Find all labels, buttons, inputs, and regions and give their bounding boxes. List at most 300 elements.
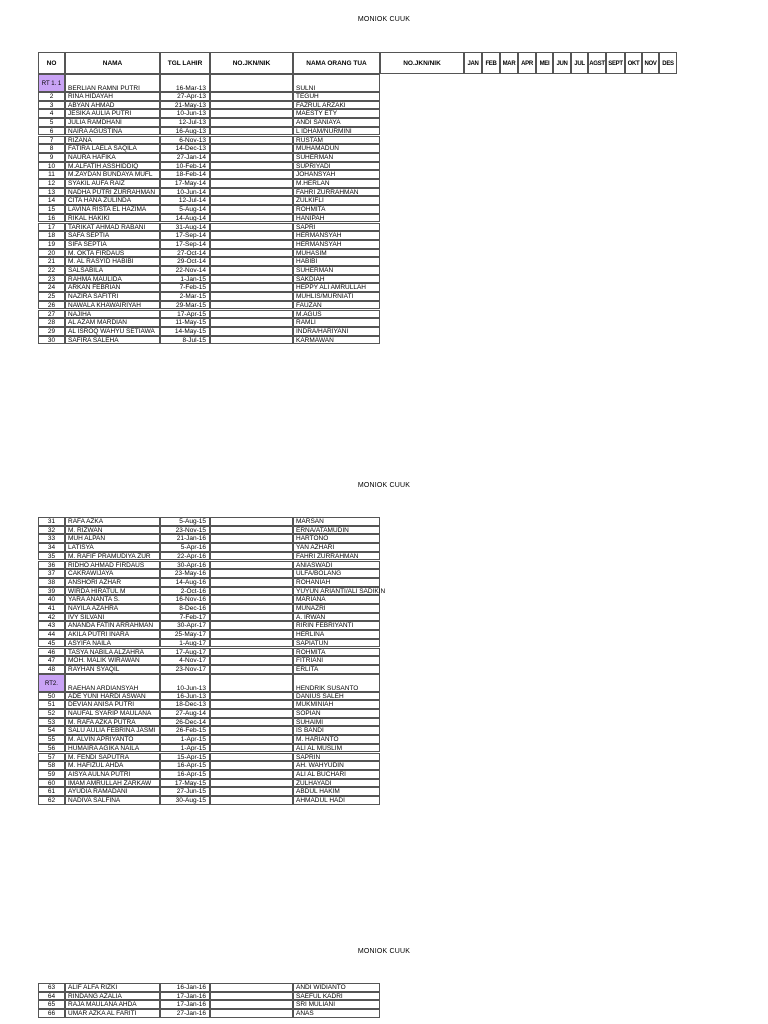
data-row-nama-orang-tua: HANIPAH	[293, 214, 380, 223]
data-row-tgl-lahir: 7-Feb-17	[160, 613, 210, 622]
data-row-nama: M. HAFIZUL AHDA	[65, 761, 160, 770]
data-row-nama: AISYA AULNA PUTRI	[65, 770, 160, 779]
data-row-nik	[210, 179, 293, 188]
data-row-tgl-lahir: 27-Apr-13	[160, 92, 210, 101]
data-row-tgl-lahir: 27-Oct-14	[160, 249, 210, 258]
data-row-nama: MOH. MALIK WIRAWAN	[65, 656, 160, 665]
data-row-nik	[210, 639, 293, 648]
data-row-no: 21	[38, 257, 65, 266]
data-row-tgl-lahir: 1-Aug-17	[160, 639, 210, 648]
header-month-nov: NOV	[642, 52, 659, 74]
data-row-tgl-lahir: 18-Dec-13	[160, 700, 210, 709]
data-row-nama: TARIKAT AHMAD RABANI	[65, 223, 160, 232]
data-row-nik	[210, 770, 293, 779]
header-nama: NAMA	[65, 52, 160, 74]
data-row-nama-orang-tua: SAPRI	[293, 223, 380, 232]
data-row-nama: HUMAIRA AGIKA NAILA	[65, 744, 160, 753]
data-row-tgl-lahir: 30-Apr-17	[160, 621, 210, 630]
data-row-tgl-lahir: 11-May-15	[160, 318, 210, 327]
data-row-no: 9	[38, 153, 65, 162]
data-row-nik	[210, 144, 293, 153]
data-row-nik	[210, 613, 293, 622]
data-row-nik	[210, 257, 293, 266]
data-row-tgl-lahir: 5-Aug-14	[160, 205, 210, 214]
data-row-nik	[210, 109, 293, 118]
data-row-no: 44	[38, 630, 65, 639]
data-row-nik	[210, 709, 293, 718]
data-row-tgl-lahir: 29-Oct-14	[160, 257, 210, 266]
data-row-tgl-lahir: 4-Nov-17	[160, 656, 210, 665]
data-row-nama: YARA ANANTA S.	[65, 595, 160, 604]
data-row-nama-orang-tua: ROHMITA	[293, 648, 380, 657]
data-row-nik	[210, 310, 293, 319]
data-row-nama: M.ALFATIH ASSHIDDIQ	[65, 162, 160, 171]
data-row-nama: ASYIFA NAILA	[65, 639, 160, 648]
data-row-nama-orang-tua: ULFA/BOLANG	[293, 569, 380, 578]
data-row-nama-orang-tua: M. HARIANTO	[293, 735, 380, 744]
data-row-nik	[210, 292, 293, 301]
data-row-no: 35	[38, 552, 65, 561]
data-row-no: 13	[38, 188, 65, 197]
data-row-no: 6	[38, 127, 65, 136]
data-row-nama: TASYA NABILA ALZAHRA	[65, 648, 160, 657]
data-row-nama-orang-tua: L IDHAM/NURMINI	[293, 127, 380, 136]
data-row-nik	[210, 188, 293, 197]
data-row-nik	[210, 630, 293, 639]
data-row-no: 11	[38, 170, 65, 179]
data-row-nama: IMAM AMRULLAH ZARKAW	[65, 779, 160, 788]
data-row-nik	[210, 214, 293, 223]
data-row-nik	[210, 266, 293, 275]
data-row-nama-orang-tua: ALI AL MUSLIM	[293, 744, 380, 753]
data-row-nama-orang-tua: FAZRUL ARZAKI	[293, 101, 380, 110]
data-row-nik	[210, 526, 293, 535]
data-row-tgl-lahir: 10-Jun-13	[160, 674, 210, 692]
data-row-nik	[210, 162, 293, 171]
data-row-no: 38	[38, 578, 65, 587]
data-row-tgl-lahir: 12-Jul-13	[160, 118, 210, 127]
data-row-nama-orang-tua: HERLINA	[293, 630, 380, 639]
data-row-tgl-lahir: 16-Jan-16	[160, 983, 210, 992]
data-row-nama: SAFA SEPTIA	[65, 231, 160, 240]
data-row-nama-orang-tua: HABIBI	[293, 257, 380, 266]
data-row-nik	[210, 205, 293, 214]
data-row-nama-orang-tua: ZULHAYADI	[293, 779, 380, 788]
section-label-text: RT 1. 1	[41, 81, 62, 87]
data-row-nama-orang-tua: MUKMINIAH	[293, 700, 380, 709]
data-row-nama-orang-tua: HERMANSYAH	[293, 231, 380, 240]
data-row-nama-orang-tua: MAESTY ETY	[293, 109, 380, 118]
data-row-nik	[210, 196, 293, 205]
data-row-nik	[210, 240, 293, 249]
data-row-nik	[210, 992, 293, 1001]
data-row-nik	[210, 301, 293, 310]
data-row-tgl-lahir: 2-Oct-16	[160, 587, 210, 596]
data-row-no: 26	[38, 301, 65, 310]
data-row-nik	[210, 127, 293, 136]
data-row-no: 22	[38, 266, 65, 275]
data-row-nama: CITA HANA ZULINDA	[65, 196, 160, 205]
rt1-section-label	[38, 74, 65, 92]
data-row-nik	[210, 674, 293, 692]
data-row-no: 15	[38, 205, 65, 214]
data-row-nama: JULIA RAMDHANI	[65, 118, 160, 127]
data-row-nama-orang-tua: M.HERLAN	[293, 179, 380, 188]
data-row-nama-orang-tua: SAPIATUN	[293, 639, 380, 648]
data-row-nama: SALU AULIA FEBRINA JASMI	[65, 726, 160, 735]
data-row-nama: NADHA PUTRI ZURRAHMAN	[65, 188, 160, 197]
data-row-tgl-lahir: 23-May-16	[160, 569, 210, 578]
data-row-nama-orang-tua: MARIANA	[293, 595, 380, 604]
data-row-nama: DEVIAN ANISA PUTRI	[65, 700, 160, 709]
data-row-tgl-lahir: 8-Jul-15	[160, 336, 210, 345]
data-row-tgl-lahir: 17-Jan-16	[160, 992, 210, 1001]
data-row-no: 62	[38, 796, 65, 805]
data-row-nik	[210, 534, 293, 543]
data-row-nama-orang-tua: HEPPY ALI AMRULLAH	[293, 283, 380, 292]
data-row-no: 66	[38, 1009, 65, 1018]
data-row-tgl-lahir: 22-Nov-14	[160, 266, 210, 275]
data-row-nik	[210, 735, 293, 744]
header-month-okt: OKT	[625, 52, 642, 74]
data-row-nama-orang-tua: TEGUH	[293, 92, 380, 101]
data-row-nik	[210, 543, 293, 552]
data-row-nama: ANANDA FATIN ARRAHMAN	[65, 621, 160, 630]
data-row-nama: M. RAFIF PRAMUDIYA ZUR	[65, 552, 160, 561]
data-row-nik	[210, 656, 293, 665]
data-row-nama: RIKAL HAKIKI	[65, 214, 160, 223]
data-row-no: 3	[38, 101, 65, 110]
data-row-no: 51	[38, 700, 65, 709]
data-row-no: 59	[38, 770, 65, 779]
data-row-tgl-lahir: 2-Mar-15	[160, 292, 210, 301]
data-row-nama-orang-tua: SAPRIN	[293, 753, 380, 762]
data-row-no: 12	[38, 179, 65, 188]
data-row-no: 27	[38, 310, 65, 319]
data-row-no: 25	[38, 292, 65, 301]
data-row-tgl-lahir: 22-Apr-16	[160, 552, 210, 561]
page-title-3: MONIOK CUUK	[357, 948, 411, 955]
header-nik-2: NO.JKN/NIK	[380, 52, 464, 74]
data-row-nik	[210, 621, 293, 630]
data-row-no: 41	[38, 604, 65, 613]
data-row-nik	[210, 761, 293, 770]
data-row-nama-orang-tua: ERLITA	[293, 665, 380, 674]
header-tgl-lahir: TGL LAHIR	[160, 52, 210, 74]
data-row-no: 20	[38, 249, 65, 258]
data-row-nama: SYAKIL AUFA RAIZ	[65, 179, 160, 188]
data-row-nama-orang-tua: ANDI SANIAYA	[293, 118, 380, 127]
data-row-nik	[210, 153, 293, 162]
data-row-nama: NADIVA SALFINA	[65, 796, 160, 805]
data-row-nama-orang-tua: SUHERMAN	[293, 266, 380, 275]
data-row-nik	[210, 275, 293, 284]
data-row-nama: NAUFAL SYARIP MAULANA	[65, 709, 160, 718]
data-row-nik	[210, 578, 293, 587]
data-row-nama: MUH ALPAN	[65, 534, 160, 543]
data-row-nama-orang-tua: SUHERMAN	[293, 153, 380, 162]
data-row-tgl-lahir: 17-Sep-14	[160, 231, 210, 240]
data-row-nama-orang-tua: FAHRI ZURRAHMAN	[293, 552, 380, 561]
data-row-tgl-lahir: 26-Dec-14	[160, 718, 210, 727]
data-row-tgl-lahir: 14-Aug-14	[160, 214, 210, 223]
data-row-nik	[210, 983, 293, 992]
data-row-nama-orang-tua: A. IRWAN	[293, 613, 380, 622]
data-row-nama-orang-tua: SUPRIYADI	[293, 162, 380, 171]
data-row-nama-orang-tua: JOHANSYAH	[293, 170, 380, 179]
data-row-nama: RAEHAN ARDIANSYAH	[65, 674, 160, 692]
data-row-nama-orang-tua: ANDI WIDIANTO	[293, 983, 380, 992]
data-row-no: 45	[38, 639, 65, 648]
data-row-no: 24	[38, 283, 65, 292]
data-row-no: 40	[38, 595, 65, 604]
data-row-tgl-lahir: 16-Apr-15	[160, 770, 210, 779]
data-row-no: 32	[38, 526, 65, 535]
data-row-tgl-lahir: 17-May-14	[160, 179, 210, 188]
header-month-mar: MAR	[500, 52, 518, 74]
data-row-tgl-lahir: 16-Mar-13	[160, 74, 210, 92]
data-row-nama: AKILA PUTRI INARA	[65, 630, 160, 639]
data-row-nama-orang-tua: YAN AZHARI	[293, 543, 380, 552]
data-row-nama-orang-tua: RAMLI	[293, 318, 380, 327]
data-row-nama-orang-tua: RUSTAM	[293, 136, 380, 145]
data-row-nama-orang-tua: ZULKIFLI	[293, 196, 380, 205]
data-row-tgl-lahir: 23-Nov-17	[160, 665, 210, 674]
header-month-sept: SEPT	[606, 52, 625, 74]
data-row-no: 53	[38, 718, 65, 727]
header-month-agst: AGST	[588, 52, 606, 74]
data-row-tgl-lahir: 26-Feb-15	[160, 726, 210, 735]
data-row-nama: M. FENDI SAPUTRA	[65, 753, 160, 762]
data-row-no: 63	[38, 983, 65, 992]
data-row-nama-orang-tua: MUNAZRI	[293, 604, 380, 613]
data-row-no: 57	[38, 753, 65, 762]
data-row-tgl-lahir: 27-Jan-14	[160, 153, 210, 162]
data-row-tgl-lahir: 23-Nov-15	[160, 526, 210, 535]
data-row-tgl-lahir: 8-Dec-16	[160, 604, 210, 613]
data-row-nik	[210, 604, 293, 613]
data-row-nik	[210, 700, 293, 709]
data-row-nik	[210, 648, 293, 657]
data-row-nama: M. OKTA FIRDAUS	[65, 249, 160, 258]
data-row-no: 56	[38, 744, 65, 753]
data-row-nama: AL AZAM MARDIAN	[65, 318, 160, 327]
data-row-no: 31	[38, 517, 65, 526]
data-row-nama: M.ZAYDAN BUNDAYA MUFL	[65, 170, 160, 179]
data-row-tgl-lahir: 17-Aug-17	[160, 648, 210, 657]
data-row-tgl-lahir: 18-Feb-14	[160, 170, 210, 179]
data-row-nama: ADE YUNI HARDI ASWAN	[65, 692, 160, 701]
data-row-nama: UMAR AZKA AL FARITI	[65, 1009, 160, 1018]
data-row-nik	[210, 1000, 293, 1009]
data-row-nama-orang-tua: ROHMITA	[293, 205, 380, 214]
data-row-nik	[210, 587, 293, 596]
data-row-nama-orang-tua: SUHAIMI	[293, 718, 380, 727]
data-row-nama-orang-tua: YUYUN ARIANTI/ALI SADIKIN	[293, 587, 380, 596]
data-row-no: 50	[38, 692, 65, 701]
data-row-nama-orang-tua: HENDRIK SUSANTO	[293, 674, 380, 692]
section-label-text: RT2.	[45, 680, 58, 687]
data-row-nik	[210, 692, 293, 701]
data-row-tgl-lahir: 10-Feb-14	[160, 162, 210, 171]
data-row-nama-orang-tua: RIRIN FEBRIYANTI	[293, 621, 380, 630]
data-row-no: 34	[38, 543, 65, 552]
header-month-des: DES	[659, 52, 677, 74]
data-row-nama: NAZIRA SAFITRI	[65, 292, 160, 301]
data-row-nik	[210, 283, 293, 292]
data-row-nama-orang-tua: SAKDIAH	[293, 275, 380, 284]
data-row-tgl-lahir: 14-Dec-13	[160, 144, 210, 153]
data-row-no: 64	[38, 992, 65, 1001]
header-month-mei: MEI	[536, 52, 553, 74]
data-row-nik	[210, 136, 293, 145]
data-row-nama-orang-tua: AHMADUL HADI	[293, 796, 380, 805]
data-row-nik	[210, 170, 293, 179]
data-row-tgl-lahir: 17-Sep-14	[160, 240, 210, 249]
data-row-nik	[210, 726, 293, 735]
data-row-no: 43	[38, 621, 65, 630]
data-row-tgl-lahir: 21-Jan-16	[160, 534, 210, 543]
data-row-no: 37	[38, 569, 65, 578]
data-row-nama-orang-tua: DANIUS SALEH	[293, 692, 380, 701]
data-row-nama: NAIRA AGUSTINA	[65, 127, 160, 136]
data-row-no: 30	[38, 336, 65, 345]
data-row-nik	[210, 665, 293, 674]
data-row-nama-orang-tua: ERNA/ATAMUDIN	[293, 526, 380, 535]
data-row-nama-orang-tua: M.AGUS	[293, 310, 380, 319]
data-row-nik	[210, 779, 293, 788]
data-row-no: 19	[38, 240, 65, 249]
data-row-nama-orang-tua: INDRA/HARIYANI	[293, 327, 380, 336]
data-row-nik	[210, 718, 293, 727]
data-row-no: 65	[38, 1000, 65, 1009]
data-row-nama: NAJIHA	[65, 310, 160, 319]
data-row-nama: BERLIAN RAMNI PUTRI	[65, 74, 160, 92]
data-row-nik	[210, 569, 293, 578]
data-row-nama: RINA HIDAYAH	[65, 92, 160, 101]
data-row-nik	[210, 327, 293, 336]
data-row-nik	[210, 796, 293, 805]
data-row-nama-orang-tua: MUHLIS/MURNIATI	[293, 292, 380, 301]
header-month-jun: JUN	[553, 52, 571, 74]
data-row-nama: M. ALVIN APRIYANTO	[65, 735, 160, 744]
data-row-tgl-lahir: 10-Jun-14	[160, 188, 210, 197]
data-row-tgl-lahir: 16-Nov-16	[160, 595, 210, 604]
data-row-nik	[210, 101, 293, 110]
data-row-nama-orang-tua: ANAS	[293, 1009, 380, 1018]
data-row-no: 4	[38, 109, 65, 118]
data-row-no: 10	[38, 162, 65, 171]
data-row-no: 55	[38, 735, 65, 744]
data-row-tgl-lahir: 14-May-15	[160, 327, 210, 336]
data-row-no: 7	[38, 136, 65, 145]
data-row-nik	[210, 787, 293, 796]
data-row-nama: ANSHORI AZHAR	[65, 578, 160, 587]
data-row-nama: LAVINA RISTA EL HAZIMA	[65, 205, 160, 214]
data-row-nama-orang-tua: ABDUL HAKIM	[293, 787, 380, 796]
data-row-nama: AL ISROQ WAHYU SETIAWA	[65, 327, 160, 336]
data-row-nik	[210, 744, 293, 753]
data-row-nama: IVY SILVANI	[65, 613, 160, 622]
header-no: NO	[38, 52, 65, 74]
data-row-nik	[210, 595, 293, 604]
data-row-no: 29	[38, 327, 65, 336]
header-month-jan: JAN	[464, 52, 482, 74]
data-row-tgl-lahir: 17-Apr-15	[160, 310, 210, 319]
data-row-nama-orang-tua: IS BANDI	[293, 726, 380, 735]
data-row-nama: SIFA SEPTIA	[65, 240, 160, 249]
data-row-tgl-lahir: 6-Nov-13	[160, 136, 210, 145]
rt2-section-label	[38, 674, 65, 692]
data-row-no: 39	[38, 587, 65, 596]
data-row-tgl-lahir: 14-Aug-16	[160, 578, 210, 587]
data-row-no: 5	[38, 118, 65, 127]
data-row-no: 23	[38, 275, 65, 284]
data-row-tgl-lahir: 12-Jul-14	[160, 196, 210, 205]
data-row-tgl-lahir: 17-Jan-16	[160, 1000, 210, 1009]
data-row-nama-orang-tua: KARMAWAN	[293, 336, 380, 345]
data-row-nama: M. RIZWAN	[65, 526, 160, 535]
data-row-nama-orang-tua: AH. WAHYUDIN	[293, 761, 380, 770]
data-row-nama: M. RAFA AZKA PUTRA	[65, 718, 160, 727]
data-row-nik	[210, 92, 293, 101]
data-row-no: 47	[38, 656, 65, 665]
data-row-no: 46	[38, 648, 65, 657]
header-month-feb: FEB	[482, 52, 500, 74]
data-row-tgl-lahir: 21-May-13	[160, 101, 210, 110]
data-row-nama-orang-tua: ANIASWADI	[293, 561, 380, 570]
data-row-nama-orang-tua: SRI MULIANI	[293, 1000, 380, 1009]
data-row-tgl-lahir: 15-Apr-15	[160, 753, 210, 762]
data-row-nik	[210, 552, 293, 561]
data-row-nama: RAYHAN SYAQIL	[65, 665, 160, 674]
data-row-nama: SALSABILA	[65, 266, 160, 275]
data-row-tgl-lahir: 16-Apr-15	[160, 761, 210, 770]
data-row-nama-orang-tua: SOPIAN	[293, 709, 380, 718]
page-title-2: MONIOK CUUK	[357, 482, 411, 489]
data-row-nama: WIRDA HIRATUL M	[65, 587, 160, 596]
data-row-no: 33	[38, 534, 65, 543]
data-row-no: 8	[38, 144, 65, 153]
data-row-tgl-lahir: 27-Aug-14	[160, 709, 210, 718]
data-row-tgl-lahir: 31-Aug-14	[160, 223, 210, 232]
data-row-tgl-lahir: 10-Jun-13	[160, 109, 210, 118]
data-row-nama: CAKRAWIJAYA	[65, 569, 160, 578]
header-month-apr: APR	[518, 52, 536, 74]
data-row-tgl-lahir: 1-Jan-15	[160, 275, 210, 284]
data-row-no: 14	[38, 196, 65, 205]
data-row-nama: SAFIRA SALEHA	[65, 336, 160, 345]
data-row-nama: FATIRA LAELA SAQILA	[65, 144, 160, 153]
data-row-nama: NAWALA KHAWAIRIYAH	[65, 301, 160, 310]
data-row-nama-orang-tua: ALI AL BUCHARI	[293, 770, 380, 779]
data-row-tgl-lahir: 17-May-15	[160, 779, 210, 788]
data-row-tgl-lahir: 7-Feb-15	[160, 283, 210, 292]
data-row-no: 58	[38, 761, 65, 770]
data-row-nama-orang-tua: MUHASIM	[293, 249, 380, 258]
data-row-no: 16	[38, 214, 65, 223]
data-row-nik	[210, 336, 293, 345]
data-row-nama-orang-tua: FITRIANI	[293, 656, 380, 665]
page-title-1: MONIOK CUUK	[357, 16, 411, 23]
data-row-nama-orang-tua: MARSAN	[293, 517, 380, 526]
data-row-nama: JESIKA AULIA PUTRI	[65, 109, 160, 118]
data-row-tgl-lahir: 27-Jan-16	[160, 1009, 210, 1018]
data-row-no: 52	[38, 709, 65, 718]
data-row-nik	[210, 118, 293, 127]
data-row-nama-orang-tua: FAHRI ZURRAHMAN	[293, 188, 380, 197]
data-row-nama: AYUDIA RAMADANI	[65, 787, 160, 796]
